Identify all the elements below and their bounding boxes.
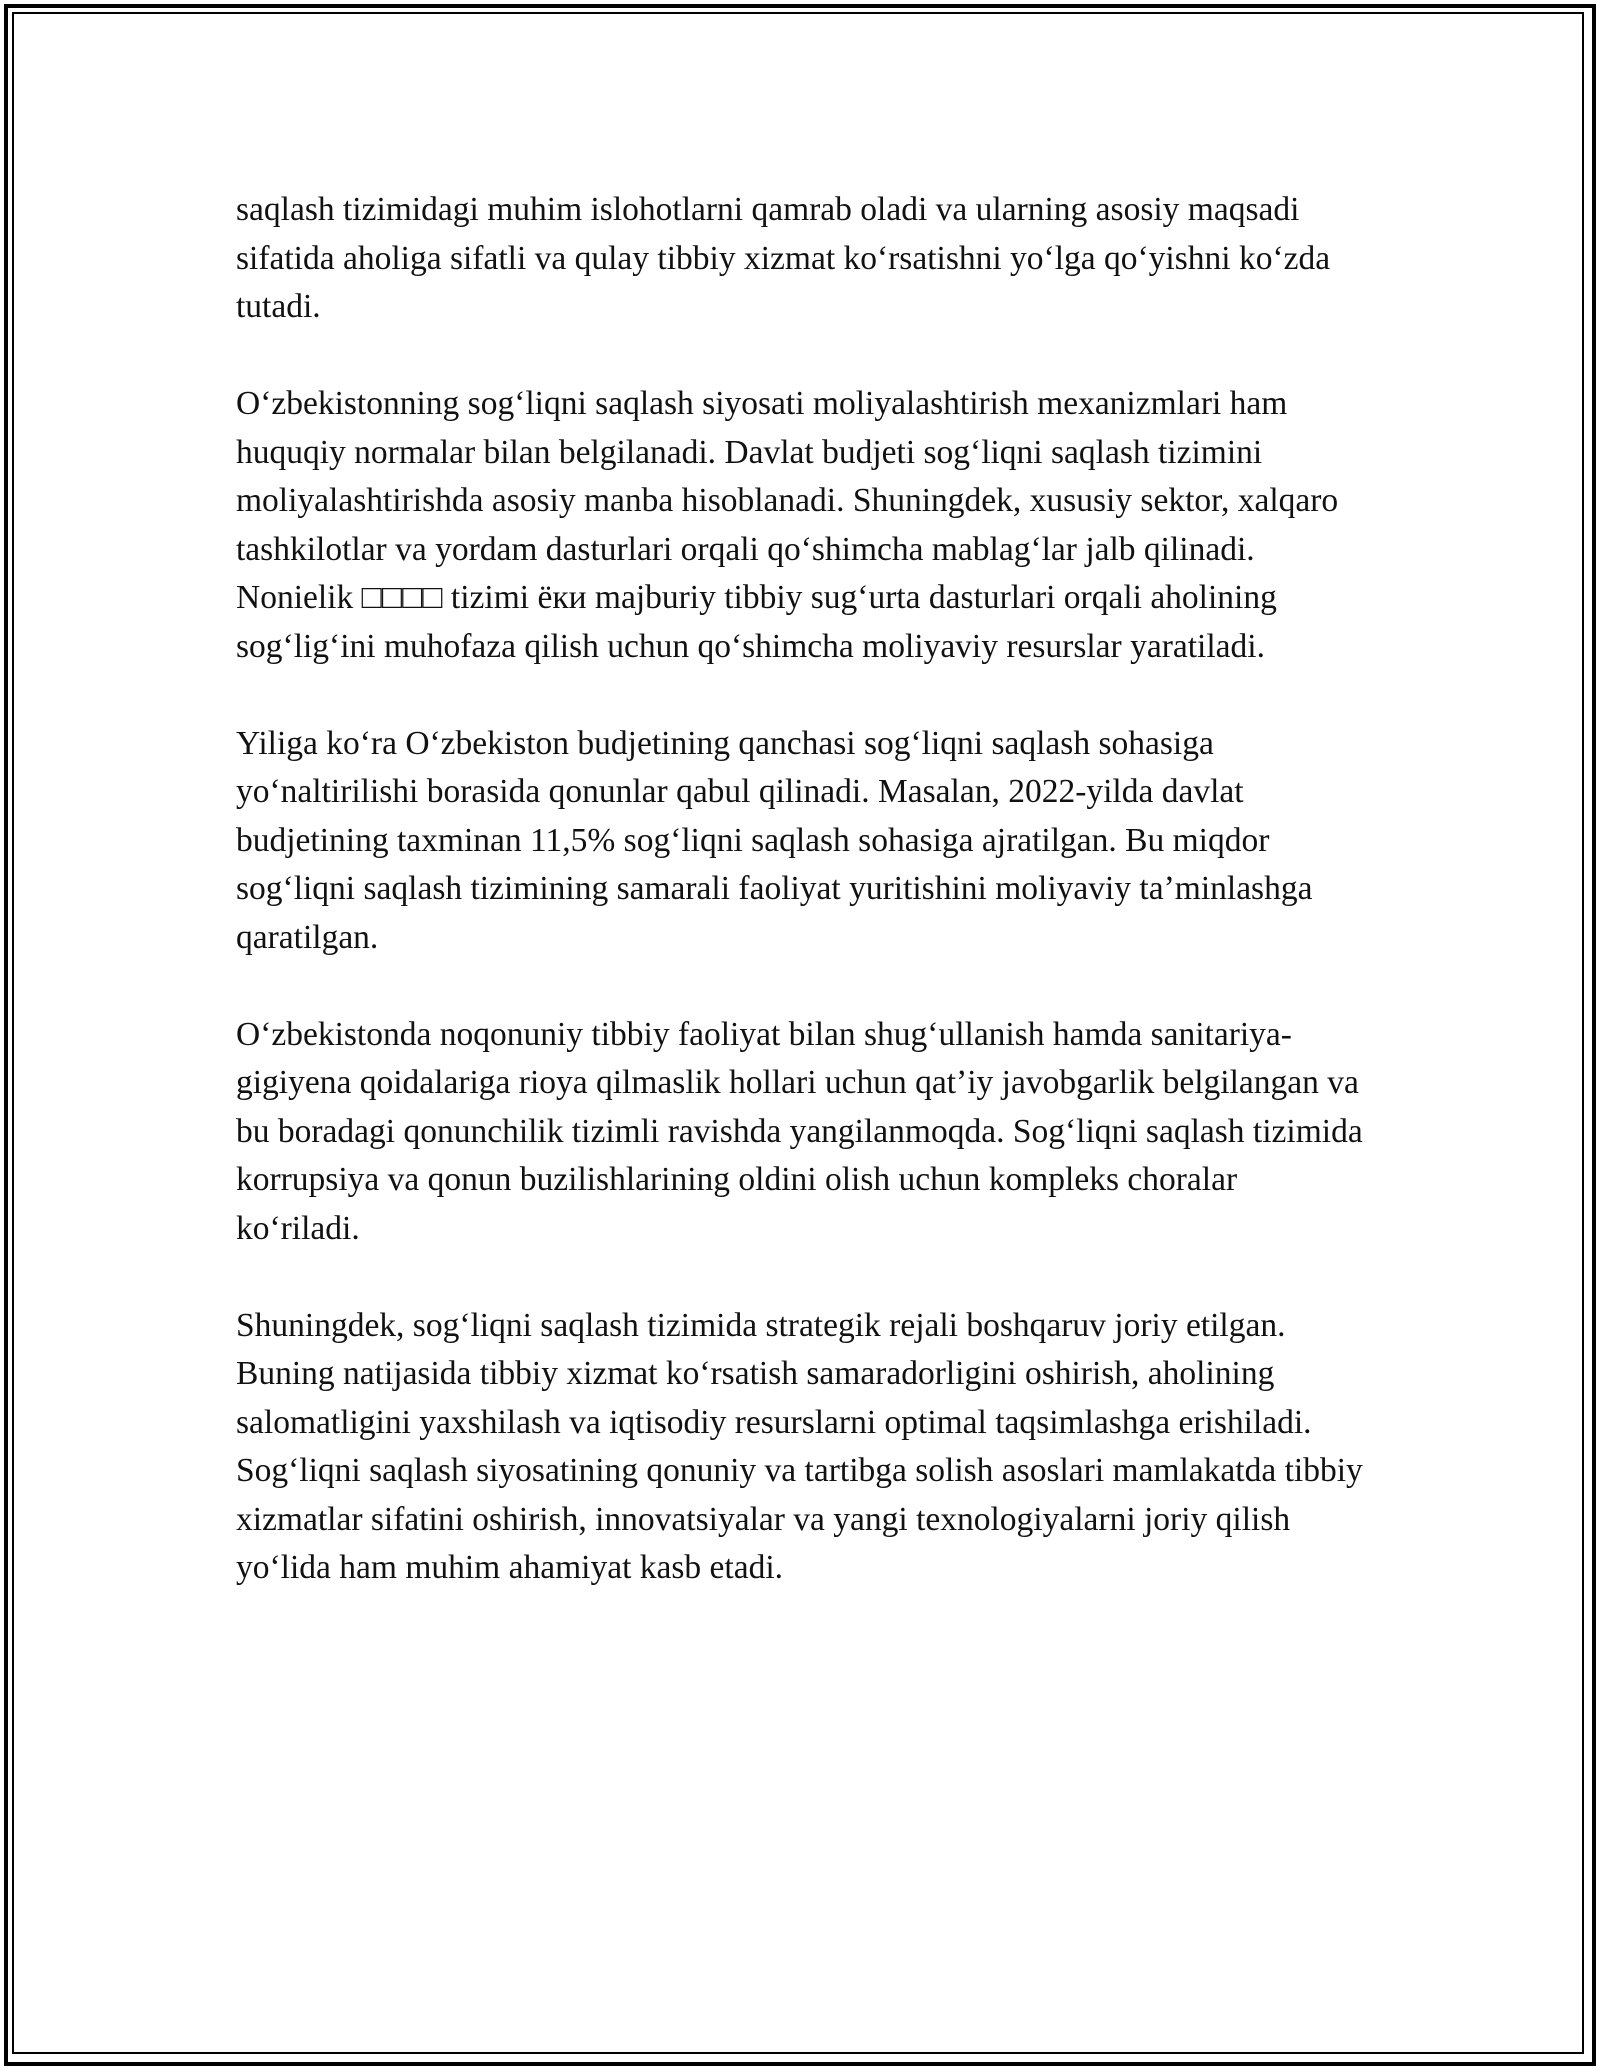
paragraph-3: Yiliga koʻra Oʻzbekiston budjetining qanchasi sogʻliqni saqlash sohasiga yoʻnaltirilishi borasida qonunlar qabul qilinadi. Masalan, 2022-yilda davlat budjetining taxminan 11,5% sogʻliqni saqlash sohasiga ajratilgan. Bu miqdor sogʻliqni saqlash tizimining samarali faoliyat yuritishini moliyaviy taʼminlashga qaratilgan. [236, 724, 1313, 956]
paragraph-4: Oʻzbekistonda noqonuniy tibbiy faoliyat bilan shugʻullanish hamda sanitariya-gigiyena qoidalariga rioya qilmaslik hollari uchun qatʼiy javobgarlik belgilangan va bu boradagi qonunchilik tizimli ravishda yangilanmoqda. Sogʻliqni saqlash tizimida korrupsiya va qonun buzilishlarining oldini olish uchun kompleks choralar koʻriladi. [236, 1015, 1363, 1247]
paragraph-2: Oʻzbekistonning sogʻliqni saqlash siyosati moliyalashtirish mexanizmlari ham huquqiy normalar bilan belgilanadi. Davlat budjeti sogʻliqni saqlash tizimini moliyalashtirishda asosiy manba hisoblanadi. Shuningdek, xususiy sektor, xalqaro tashkilotlar va yordam dasturlari orqali qoʻshimcha mablagʻlar jalb qilinadi. Nonielik □□□□ tizimi ёки majburiy tibbiy sugʻurta dasturlari orqali aholining sogʻligʻini muhofaza qilish uchun qoʻshimcha moliyaviy resurslar yaratiladi. [236, 385, 1339, 665]
document-body [236, 186, 1366, 1641]
paragraph-1: saqlash tizimidagi muhim islohotlarni qamrab oladi va ularning asosiy maqsadi sifatida aholiga sifatli va qulay tibbiy xizmat koʻrsatishni yoʻlga qoʻyishni koʻzda tutadi. [236, 191, 1331, 325]
paragraph-5: Shuningdek, sogʻliqni saqlash tizimida strategik rejali boshqaruv joriy etilgan. Buning natijasida tibbiy xizmat koʻrsatish samaradorligini oshirish, aholining salomatligini yaxshilash va iqtisodiy resurslarni optimal taqsimlashga erishiladi. Sogʻliqni saqlash siyosatining qonuniy va tartibga solish asoslari mamlakatda tibbiy xizmatlar sifatini oshirish, innovatsiyalar va yangi texnologiyalarni joriy qilish yoʻlida ham muhim ahamiyat kasb etadi. [236, 1306, 1363, 1586]
